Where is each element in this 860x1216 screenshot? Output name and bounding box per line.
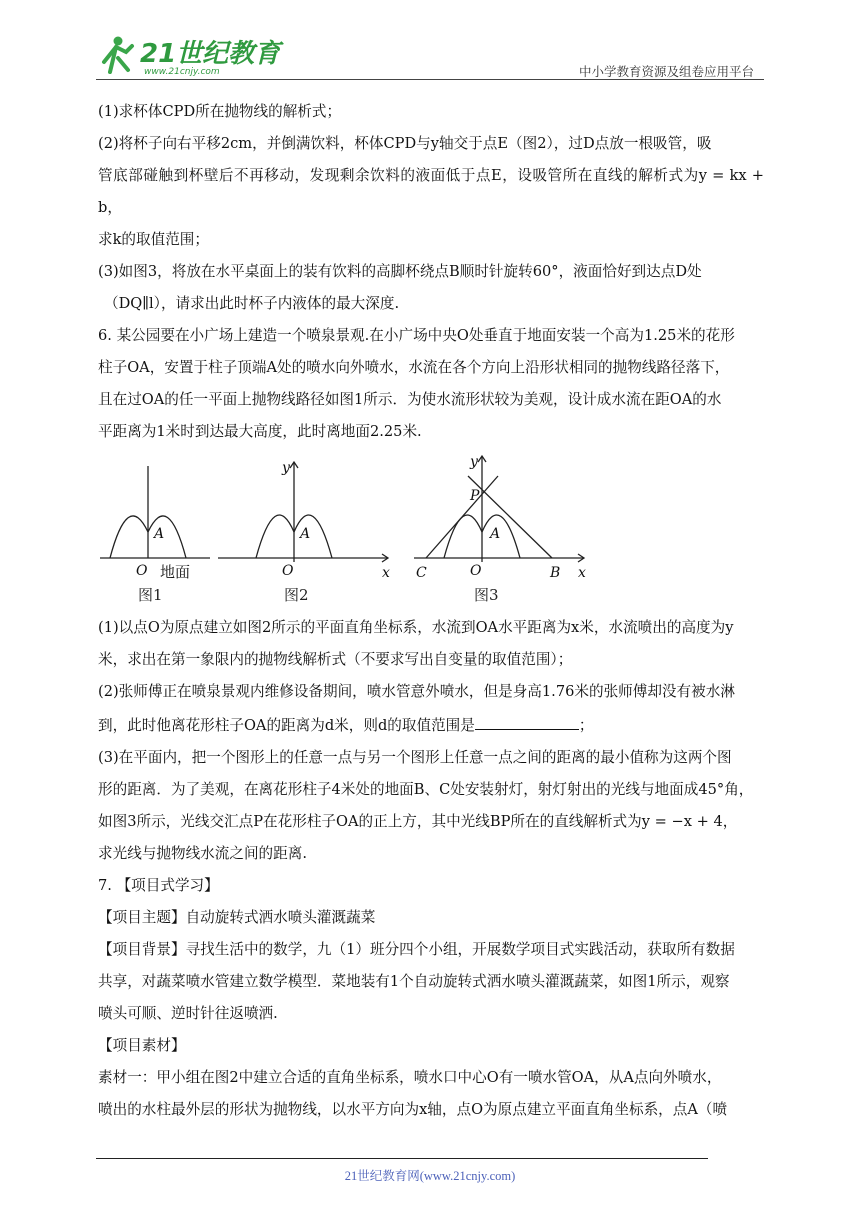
q6-sub2-line2 (98, 710, 764, 742)
q7-material1-line2: 喷出的水柱最外层的形状为抛物线，以水平方向为x轴，点O为原点建立平面直角坐标系，点A（喷 (98, 1101, 728, 1118)
page-header (96, 32, 764, 80)
q6-sub3-line2: 形的距离．为了美观，在离花形柱子4米处的地面B、C处安装射灯，射灯射出的光线与地面成45°角， (98, 781, 754, 798)
document-body (98, 96, 764, 1126)
answer-blank[interactable] (475, 713, 579, 730)
figure-3 (414, 456, 584, 562)
figure-1 (100, 466, 210, 558)
q6-intro-line3: 且在过OA的任一平面上抛物线路径如图1所示．为使水流形状较为美观，设计成水流在距OA的水 (98, 391, 722, 408)
q6-sub1-line2: 米，求出在第一象限内的抛物线解析式（不要求写出自变量的取值范围）； (98, 651, 573, 668)
q6-sub2-line1: (2)张师傅正在喷泉景观内维修设备期间，喷水管意外喷水，但是身高1.76米的张师傅却没有被水淋 (98, 683, 735, 700)
q6-sub3-line3: 如图3所示，光线交汇点P在花形柱子OA的正上方，其中光线BP所在的直线解析式为y = −x + 4， (98, 813, 738, 830)
fig2-label-a: A (300, 526, 311, 542)
q6-sub3-line4: 求光线与抛物线水流之间的距离. (98, 845, 307, 862)
q7-background-line2: 共享，对蔬菜喷水管建立数学模型．菜地装有1个自动旋转式洒水喷头灌溉蔬菜，如图1所示，观察 (98, 973, 730, 990)
fig2-label-o: O (282, 563, 294, 579)
q6-intro-line1: 6. 某公园要在小广场上建造一个喷泉景观.在小广场中央O处垂直于地面安装一个高为1.25米的花形 (98, 327, 735, 344)
q7-title: 7. 【项目式学习】 (98, 877, 219, 894)
fig3-label-a: A (490, 526, 501, 542)
q6-sub1-line1: (1)以点O为原点建立如图2所示的平面直角坐标系，水流到OA水平距离为x米，水流喷出的高度为y (98, 619, 734, 636)
footer-link[interactable]: 21世纪教育网(www.21cnjy.com) (344, 1169, 516, 1183)
q6-intro-line4: 平距离为1米时到达最大高度，此时离地面2.25米. (98, 423, 422, 440)
q7-theme: 【项目主题】自动旋转式洒水喷头灌溉蔬菜 (98, 909, 376, 926)
q6-figures (98, 454, 764, 708)
q6-sub2-text: 到，此时他离花形柱子OA的距离为d米，则d的取值范围是 (98, 717, 475, 734)
q7-material1-line1: 素材一：甲小组在图2中建立合适的直角坐标系，喷水口中心O有一喷水管OA，从A点向外喷水， (98, 1069, 722, 1086)
fig3-label-b: B (550, 565, 561, 581)
q5-part3-line1: (3)如图3，将放在水平桌面上的装有饮料的高脚杯绕点B顺时针旋转60°，液面恰好到达点D处 (98, 263, 702, 280)
q5-part2-line3: 求k的取值范围； (98, 231, 210, 248)
fig1-caption: 图1 (138, 586, 163, 604)
fig1-label-a: A (154, 526, 165, 542)
fig2-label-y: y (282, 460, 290, 476)
platform-name: 中小学教育资源及组卷应用平台 (578, 64, 754, 79)
svg-text:www.21cnjy.com: www.21cnjy.com (144, 67, 220, 77)
q6-intro-line2: 柱子OA，安置于柱子顶端A处的喷水向外喷水，水流在各个方向上沿形状相同的抛物线路径落下， (98, 359, 730, 376)
q5-part1: (1)求杯体CPD所在抛物线的解析式； (98, 103, 342, 120)
q6-sub3-line1: (3)在平面内，把一个图形上的任意一点与另一个图形上任意一点之间的距离的最小值称为这两个图 (98, 749, 732, 766)
fig3-caption: 图3 (474, 586, 499, 604)
site-logo (96, 32, 281, 78)
q5-part3-line2: （DQ∥l），请求出此时杯子内液体的最大深度. (104, 295, 400, 312)
q6-figure-svg (98, 454, 764, 604)
fig2-label-x: x (382, 565, 390, 581)
q5-part2-line1: (2)将杯子向右平移2cm，并倒满饮料，杯体CPD与y轴交于点E（图2），过D点放一根吸管，吸 (98, 135, 712, 152)
q7-background-line3: 喷头可顺、逆时针往返喷洒. (98, 1005, 278, 1022)
q7-background-line1: 【项目背景】寻找生活中的数学，九（1）班分四个小组，开展数学项目式实践活动，获取所有数据 (98, 941, 735, 958)
svg-text:21世纪教育: 21世纪教育 (140, 39, 281, 69)
figure-2 (218, 462, 388, 562)
fig3-label-y: y (470, 454, 478, 470)
fig1-label-ground: 地面 (160, 563, 191, 581)
fig3-label-p: P (470, 488, 480, 504)
fig3-label-x: x (578, 565, 586, 581)
fig2-caption: 图2 (284, 586, 309, 604)
fig3-label-o: O (470, 563, 482, 579)
fig1-label-o: O (136, 563, 148, 579)
footer-divider (96, 1158, 708, 1159)
q6-sub2-end: ； (578, 717, 594, 734)
fig3-label-c: C (416, 565, 427, 581)
header-divider (96, 79, 764, 80)
q7-material: 【项目素材】 (98, 1037, 186, 1054)
q5-part2-line2: 管底部碰触到杯壁后不再移动，发现剩余饮料的液面低于点E，设吸管所在直线的解析式为y = kx + b， (98, 167, 764, 216)
